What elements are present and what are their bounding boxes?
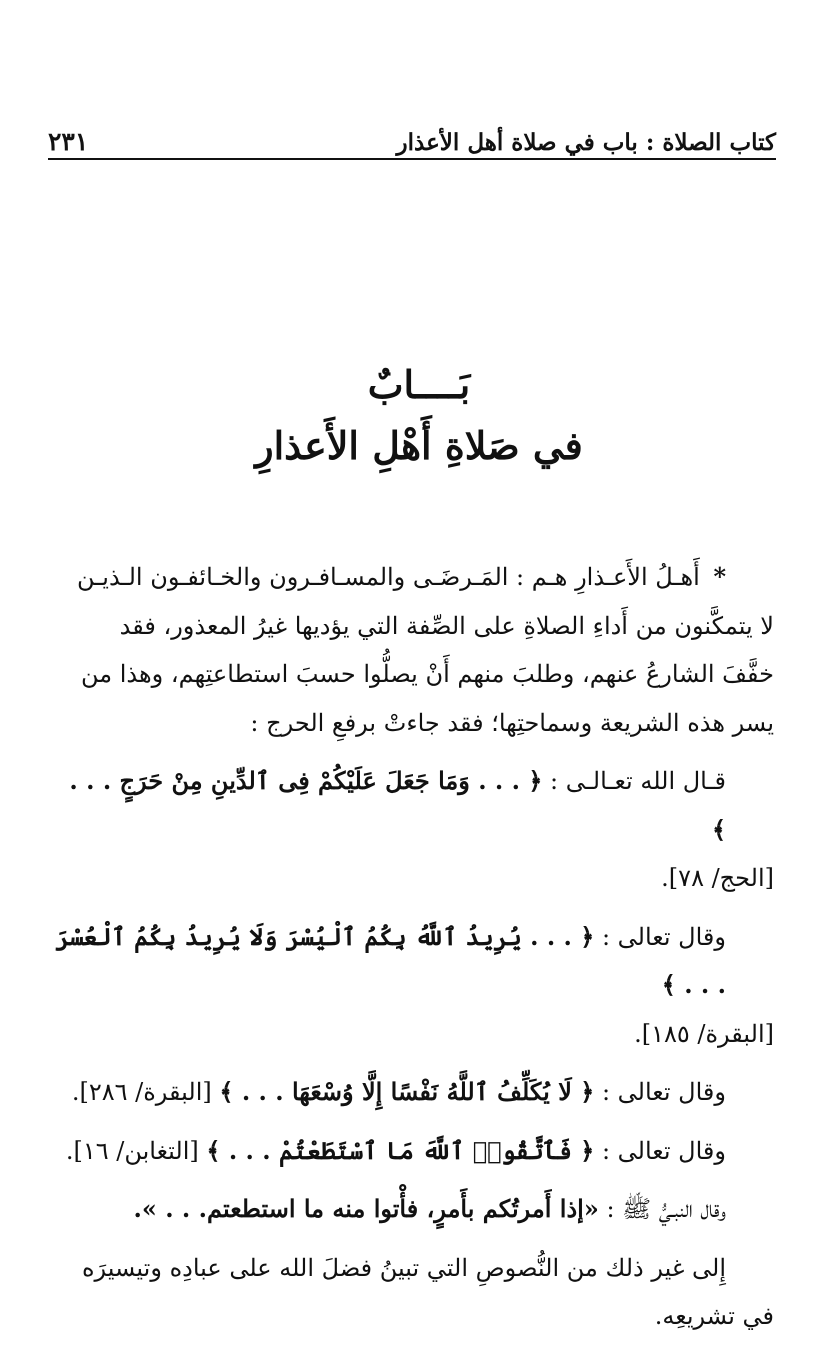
intro-line: لا يتمكَّنون من أَداءِ الصلاةِ على الصِّفة التي يؤديها غيرُ المعذور، فقد (119, 611, 774, 640)
verse-reference: [البقرة/ ١٨٥]. (634, 1019, 774, 1048)
hadith-text: «إذا أَمرتُكم بأَمرٍ، فأْتوا منه ما استطعتم. . . ». (133, 1194, 599, 1223)
page-number: ٢٣١ (48, 127, 89, 156)
closing-line: في تشريعِه. (654, 1302, 774, 1330)
intro-line: خفَّفَ الشارعُ عنهم، وطلبَ منهم أَنْ يصلُّوا حسبَ استطاعتِهم، وهذا من (80, 660, 774, 688)
bullet-marker: * (713, 562, 726, 591)
intro-line: * أَهـلُ الأَعـذارِ هـم : المَـرضَـى والمسـافـرون والخـائفـون الـذيـن (76, 562, 726, 591)
verse-reference: [البقرة/ ٢٨٦]. (71, 1078, 212, 1106)
quran-verse: ﴿ لَا يُكَلِّفُ ٱللَّهُ نَفْسًا إِلَّا وُسْعَهَا . . . ﴾ (219, 1077, 595, 1106)
quote-line (50, 1127, 774, 1176)
quran-verse: ﴿ فَٱتَّقُوا۟ ٱللَّهَ مَا ٱسْتَطَعْتُمْ . . . ﴾ (206, 1135, 595, 1165)
verse-reference: [التغابن/ ١٦]. (65, 1136, 199, 1165)
quote-reference-line (50, 854, 774, 903)
chapter-title: في صَلاةِ أَهْلِ الأَعذارِ (255, 423, 583, 468)
quote-line (50, 913, 774, 1010)
quote-intro: وقال النبـيُّ ﷺ : (606, 1195, 726, 1223)
intro-line: يسر هذه الشريعة وسماحتِها؛ فقد جاءتْ برفعِ الحرج : (250, 708, 774, 737)
quote-intro: وقال تعالى : (601, 1136, 726, 1165)
quran-verse: ﴿ . . . وَمَا جَعَلَ عَلَيْكُمْ فِى ٱلدِّينِ مِنْ حَرَجٍ . . . ﴾ (69, 766, 726, 844)
body-text (50, 553, 774, 1341)
running-title: كتاب الصلاة : باب في صلاة أهل الأعذار (396, 129, 776, 156)
header-divider (48, 158, 776, 160)
chapter-label: بَــــابٌ (367, 362, 471, 407)
quote-intro: قـال الله تعـالـى : (550, 767, 726, 795)
hadith-line (50, 1185, 774, 1234)
verse-reference: [الحج/ ٧٨]. (661, 864, 774, 892)
quote-intro: وقال تعالى : (601, 1078, 726, 1106)
quran-verse: ﴿ . . . يُرِيدُ ٱللَّهُ بِكُمُ ٱلْيُسْرَ وَلَا يُرِيدُ بِكُمُ ٱلْعُسْرَ . . . ﴾ (55, 921, 726, 999)
closing-line: إِلى غير ذلك من النُّصوصِ التي تبينُ فضلَ الله على عبادِه وتيسيرَه (81, 1253, 726, 1282)
quote-line (50, 757, 774, 854)
quote-line (50, 1068, 774, 1117)
quote-reference-line (50, 1010, 774, 1059)
page-header (48, 112, 776, 156)
quote-intro: وقال تعالى : (601, 922, 726, 951)
